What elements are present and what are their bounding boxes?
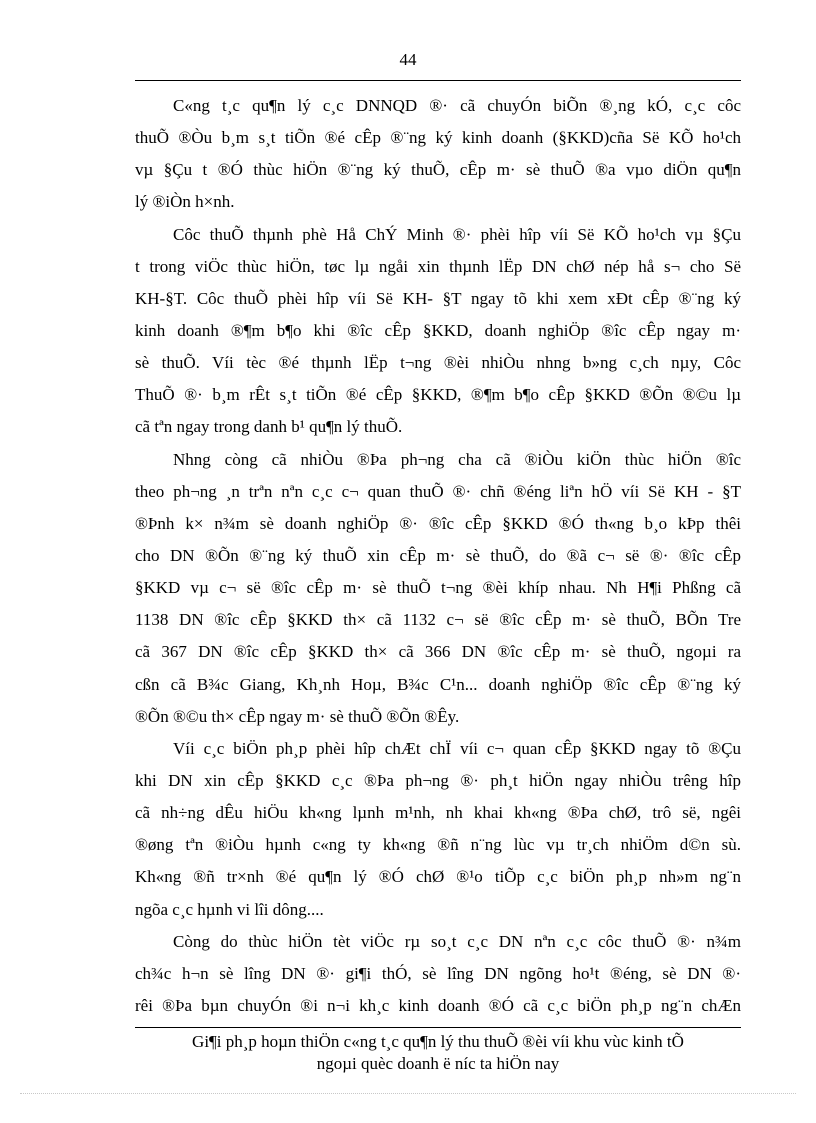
- text-line: ch¾c h¬n sè lîng DN ®· gi¶i thÓ, sè lîng DN ngõng ho¹t ®éng, sè DN ®·: [135, 963, 741, 983]
- text-line: §KKD vµ c¬ së ®îc cÊp m· sè thuÕ t¬ng ®èi khíp nhau. Nh H¶i Phßng cã: [135, 578, 741, 598]
- text-line: ®Õn ®©u th× cÊp ngay m· sè thuÕ ®Õn ®Êy.: [135, 706, 460, 726]
- text-line: ®øng tªn ®iÒu hµnh c«ng ty kh«ng ®ñ n¨ng lùc vµ tr¸ch nhiÖm d©n sù.: [135, 835, 741, 855]
- body-text: [135, 90, 741, 1022]
- text-line: KH-§T. Côc thuÕ phèi hîp víi Së KH- §T ngay tõ khi xem xÐt cÊp ®¨ng ký: [135, 288, 741, 308]
- text-line: ThuÕ ®· b¸m rÊt s¸t tiÕn ®é cÊp §KKD, ®¶m b¶o cÊp §KKD ®Õn ®©u lµ: [135, 385, 741, 405]
- text-line: ®Þnh k× n¾m sè doanh nghiÖp ®· ®îc cÊp §KKD ®Ó th«ng b¸o kÞp thêi: [135, 513, 741, 533]
- text-line: C«ng t¸c qu¶n lý c¸c DNNQD ®· cã chuyÓn biÕn ®¸ng kÓ, c¸c côc: [173, 96, 741, 115]
- page-footer: [135, 1031, 741, 1075]
- text-line: rêi ®Þa bµn chuyÓn ®i n¬i kh¸c kinh doanh ®Ó cã c¸c biÖn ph¸p ng¨n chÆn: [135, 995, 741, 1015]
- text-line: cã 367 DN ®îc cÊp §KKD th× cã 366 DN ®îc cÊp m· sè thuÕ, ngoµi ra: [135, 642, 741, 662]
- text-line: 1138 DN ®îc cÊp §KKD th× cã 1132 c¬ së ®îc cÊp m· sè thuÕ, BÕn Tre: [135, 610, 741, 630]
- text-line: vµ §Çu t ®Ó thùc hiÖn ®¨ng ký thuÕ, cÊp m· sè thuÕ ®a vµo diÖn qu¶n: [135, 160, 741, 180]
- text-line: cã tªn ngay trong danh b¹ qu¶n lý thuÕ.: [135, 417, 403, 437]
- footer-rule: [135, 1027, 741, 1028]
- text-line: theo ph¬ng ¸n trªn nªn c¸c c¬ quan thuÕ ®· chñ ®éng liªn hÖ víi Së KH - §T: [135, 481, 741, 501]
- text-line: kinh doanh ®¶m b¶o khi ®îc cÊp §KKD, doanh nghiÖp ®îc cÊp ngay m·: [135, 320, 741, 340]
- page-number: 44: [399, 50, 417, 69]
- footer-line: Gi¶i ph¸p hoµn thiÖn c«ng t¸c qu¶n lý thu thuÕ ®èi víi khu vùc kinh tÕ: [192, 1032, 684, 1051]
- text-line: thuÕ ®Òu b¸m s¸t tiÕn ®é cÊp ®¨ng ký kinh doanh (§KKD)cña Së KÕ ho¹ch: [135, 128, 741, 148]
- text-line: lý ®iÒn h×nh.: [135, 192, 235, 212]
- footer-line: ngoµi quèc doanh ë níc ta hiÖn nay: [316, 1054, 560, 1073]
- text-line: t trong viÖc thùc hiÖn, tøc lµ ngåi xin thµnh lËp DN chØ nép hå s¬ cho Së: [135, 256, 741, 276]
- text-line: Nhng còng cã nhiÒu ®Þa ph¬ng cha cã ®iÒu kiÖn thùc hiÖn ®îc: [173, 449, 741, 469]
- text-line: cã nh÷ng dÊu hiÖu kh«ng lµnh m¹nh, nh khai kh«ng ®Þa chØ, trô së, ngêi: [135, 803, 741, 823]
- text-line: sè thuÕ. Víi tèc ®é thµnh lËp t¬ng ®èi nhiÒu nhng b»ng c¸ch nµy, Côc: [135, 353, 741, 373]
- text-line: Còng do thùc hiÖn tèt viÖc rµ so¸t c¸c DN nªn c¸c côc thuÕ ®· n¾m: [173, 931, 741, 951]
- text-line: Côc thuÕ thµnh phè Hå ChÝ Minh ®· phèi hîp víi Së KÕ ho¹ch vµ §Çu: [173, 224, 741, 244]
- text-line: Víi c¸c biÖn ph¸p phèi hîp chÆt chÏ víi c¬ quan cÊp §KKD ngay tõ ®Çu: [173, 738, 741, 758]
- page-bottom-dotted-border: [20, 1093, 796, 1094]
- text-line: cßn cã B¾c Giang, Kh¸nh Hoµ, B¾c C¹n... doanh nghiÖp ®îc cÊp ®¨ng ký: [135, 674, 741, 694]
- text-line: khi DN xin cÊp §KKD c¸c ®Þa ph¬ng ®· ph¸t hiÖn ngay nhiÒu trêng hîp: [135, 770, 741, 790]
- text-line: ngõa c¸c hµnh vi lîi dông....: [135, 899, 324, 919]
- text-line: cho DN ®Õn ®¨ng ký thuÕ xin cÊp m· sè thuÕ, do ®ã c¬ së ®· ®îc cÊp: [135, 545, 741, 565]
- text-line: Kh«ng ®ñ tr×nh ®é qu¶n lý ®Ó chØ ®¹o tiÕp c¸c biÖn ph¸p nh»m ng¨n: [135, 867, 741, 887]
- header-rule: [135, 80, 741, 81]
